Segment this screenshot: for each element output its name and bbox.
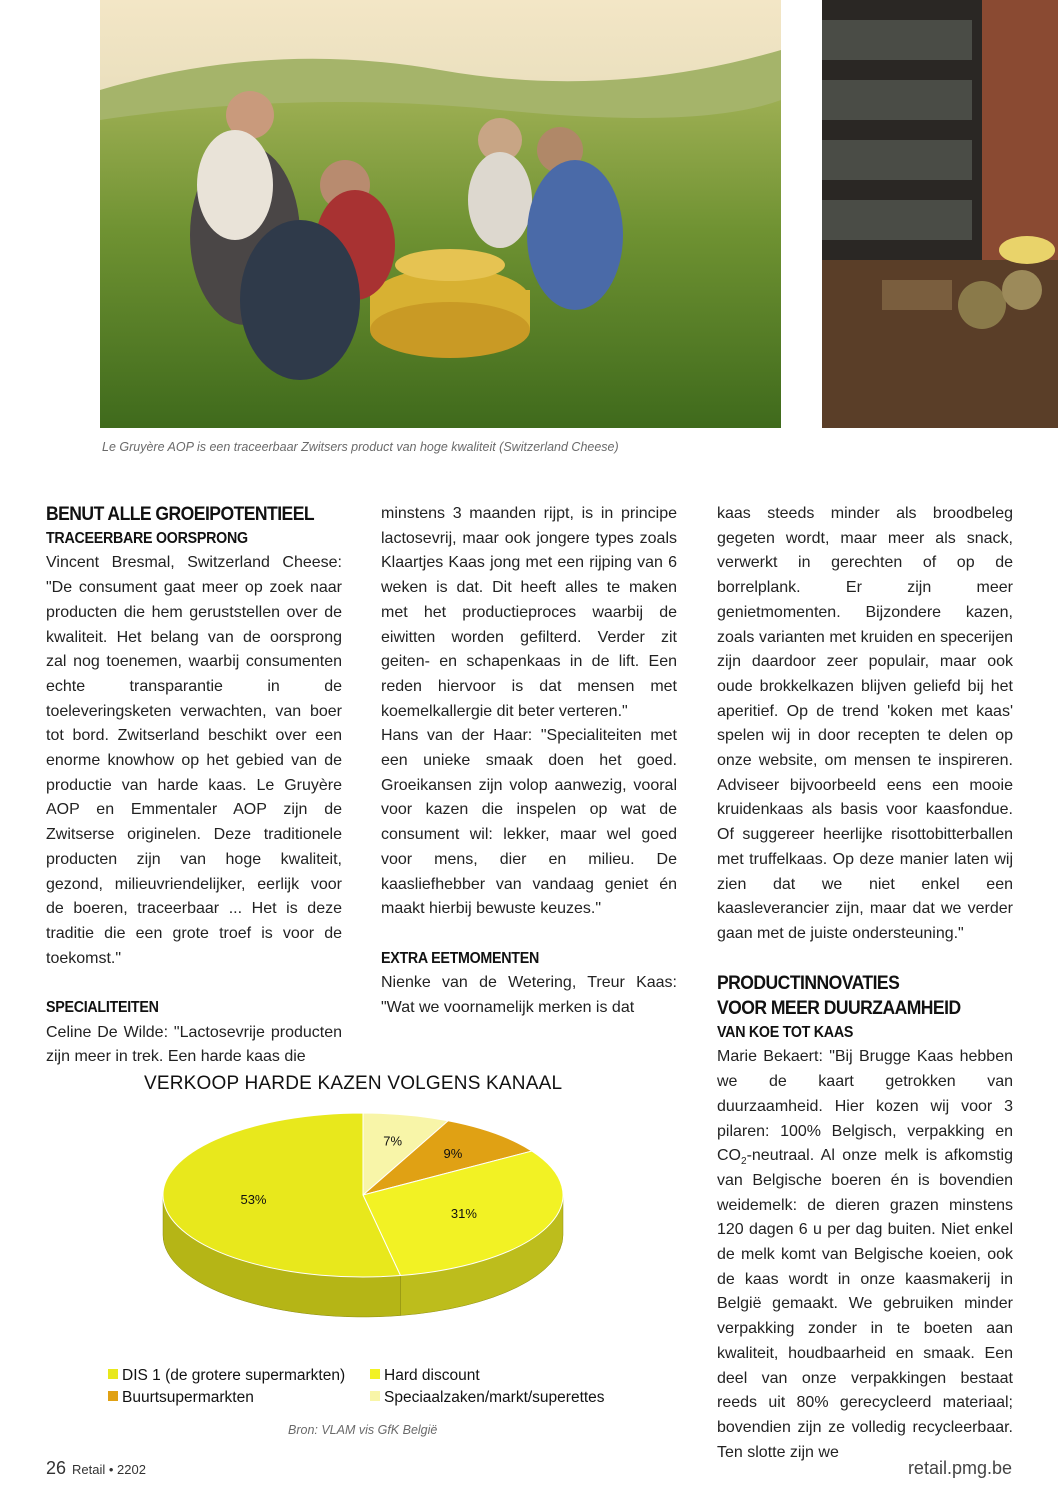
paragraph: kaas steeds minder als broodbeleg gegeten wordt, maar meer als snack, verwerkt in gerechten of op de borrelplank. Er zijn meer genietmomenten. Bijzondere kazen, zoals varianten met kruiden en specerijen zijn daardoor zeer populair, maar ook oude brokkelkazen blijven geliefd bij het aperitief. Op de trend 'koken met kaas' spelen wij in door recepten te delen op onze website, om mensen te inspireren. Adviseer bijvoorbeeld eens een mooie kruidenkaas als basis voor kaasfondue. Of suggereer heerlijke risottobitterballen met truffelkaas. Op deze manier laten wij zien dat we niet enkel een kaasleverancier zijn, maar dat we verder gaan met de juiste ondersteuning." xyxy=(717,505,1013,942)
paragraph-part: Marie Bekaert: "Bij Brugge Kaas hebben we de kaart getrokken van duurzaamheid. Hier kozen wij voor 3 pilaren: 100% Belgisch, verpakking en CO xyxy=(717,1048,1013,1165)
paragraph: Hans van der Haar: "Specialiteiten met een unieke smaak doen het goed. Groeikansen zijn volop aanwezig, vooral voor kazen die inspelen op wat de consument wil: lekker, maar wel goed voor mens, dier en milieu. De kaasliefhebber van vandaag geniet én maakt hierbij bewuste keuzes." xyxy=(381,727,677,918)
section-heading: BENUT ALLE GROEIPOTENTIEEL xyxy=(46,503,315,525)
footer-folio xyxy=(46,1458,146,1479)
subheading: EXTRA EETMOMENTEN xyxy=(381,949,539,967)
paragraph: Nienke van de Wetering, Treur Kaas: "Wat we voornamelijk merken is dat xyxy=(381,974,677,1017)
cheese-cellar-photo xyxy=(822,0,1058,428)
legend-item-buurtsupermarkten xyxy=(108,1389,254,1407)
subheading: SPECIALITEITEN xyxy=(46,999,159,1017)
page-number: 26 xyxy=(46,1458,67,1478)
article-column-2 xyxy=(381,502,677,1021)
paragraph-part: -neutraal. Al onze melk is afkomstig van Belgische boeren én is bovendien weidemelk: de dieren grazen minstens 120 dagen 6 u per dag buiten. Niet enkel de melk komt van Belgische koeien, ook de kaas wordt in onze kaasmakerij in België gemaakt. We gebruiken minder verpakking zonder in te boeten aan kwaliteit, houdbaarheid en smaak. Een deel van onze verpakkingen bestaat reeds uit 80% gerecycleerd materiaal; bovendien zijn ze volledig recycleerbaar. Ten slotte zijn we xyxy=(717,1147,1013,1461)
subheading: TRACEERBARE OORSPRONG xyxy=(46,529,248,547)
pie-data-label: 9% xyxy=(443,1146,463,1162)
legend-item-speciaalzaken xyxy=(370,1389,605,1407)
subheading: VAN KOE TOT KAAS xyxy=(717,1023,854,1041)
paragraph: Celine De Wilde: "Lactosevrije producten zijn meer in trek. Een harde kaas die xyxy=(46,1023,342,1066)
cheese-picnic-photo xyxy=(100,0,781,428)
legend-swatch xyxy=(108,1391,118,1401)
pie-data-label: 53% xyxy=(240,1192,267,1208)
pie-data-label: 31% xyxy=(450,1205,477,1221)
legend-swatch xyxy=(370,1369,380,1379)
pie-data-label: 7% xyxy=(383,1133,403,1149)
website-link[interactable]: retail.pmg.be xyxy=(907,1458,1012,1478)
magazine-issue: Retail • 2202 xyxy=(72,1462,146,1477)
section-heading-line2: VOOR MEER DUURZAAMHEID xyxy=(717,997,961,1020)
legend-label: Speciaalzaken/markt/superettes xyxy=(384,1389,605,1406)
photo-caption: Le Gruyère AOP is een traceerbaar Zwitsers product van hoge kwaliteit (Switzerland Cheese) xyxy=(102,440,619,454)
legend-item-dis1 xyxy=(108,1367,345,1385)
legend-item-hard-discount xyxy=(370,1367,480,1385)
legend-swatch xyxy=(108,1369,118,1379)
pie-chart xyxy=(100,1065,640,1445)
paragraph: minstens 3 maanden rijpt, is in principe lactosevrij, maar ook jongere types zoals Klaartjes Kaas jong met een rijping van 6 weken is dat. Dit heeft alles te maken met het productieproces waarbij de eiwitten worden gefilterd. Verder zit geiten- en schapenkaas in de lift. Een reden hiervoor is dat mensen met koemelkallergie dit beter verteren." xyxy=(381,505,677,720)
paragraph: Vincent Bresmal, Switzerland Cheese: "De consument gaat meer op zoek naar producten die hem geruststellen over de kwaliteit. Het belang van de oorsprong zal nog toenemen, waarbij consumenten echte transparantie in de toeleveringsketen verwachten, van boer tot bord. Zwitserland beschikt over een enorme knowhow op het gebied van de productie van harde kaas. Le Gruyère AOP en Emmentaler AOP zijn de Zwitserse originelen. Deze traditionele producten zijn van hoge kwaliteit, gezond, milieuvriendelijker, eerlijk voor de boeren, traceerbaar ... Het is deze traditie die een grote troef is voor de toekomst." xyxy=(46,554,342,967)
section-heading-line1: PRODUCTINNOVATIES xyxy=(717,972,900,995)
legend-swatch xyxy=(370,1391,380,1401)
legend-label: Hard discount xyxy=(384,1367,480,1384)
pie-chart-svg xyxy=(100,1105,640,1355)
paragraph xyxy=(717,1045,1013,1465)
chart-source: Bron: VLAM vis GfK België xyxy=(288,1423,438,1437)
article-column-1 xyxy=(46,502,342,1070)
legend-label: Buurtsupermarkten xyxy=(122,1389,254,1406)
co2-subscript: 2 xyxy=(741,1156,747,1168)
article-column-3 xyxy=(717,502,1013,1465)
legend-label: DIS 1 (de grotere supermarkten) xyxy=(122,1367,346,1384)
chart-title: VERKOOP HARDE KAZEN VOLGENS KANAAL xyxy=(144,1073,563,1094)
